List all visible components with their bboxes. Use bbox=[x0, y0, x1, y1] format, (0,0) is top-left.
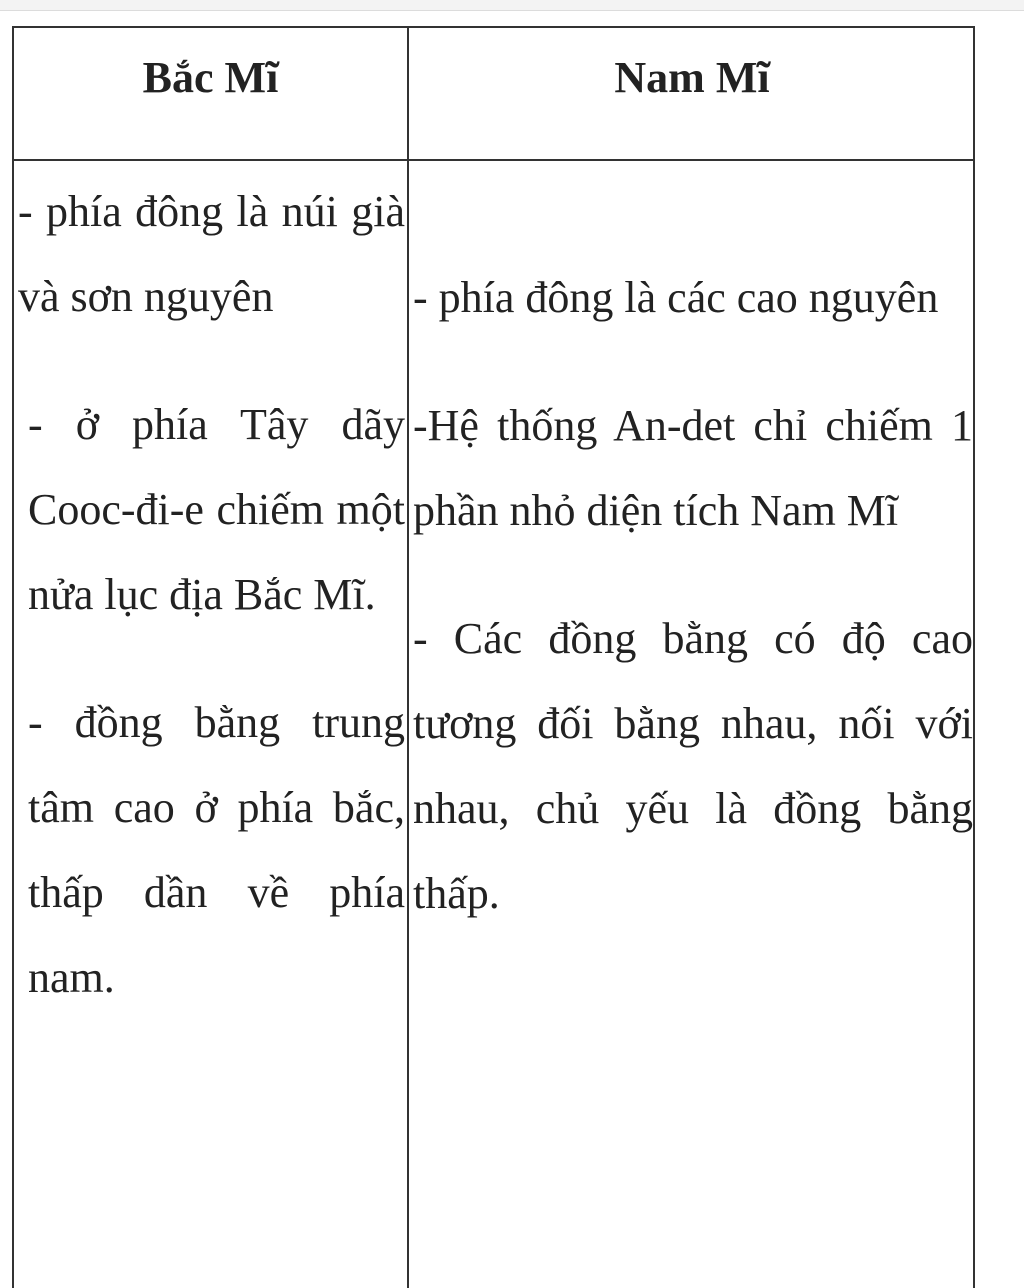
cell-south-america bbox=[409, 161, 975, 936]
header-north-america: Bắc Mĩ bbox=[142, 53, 279, 102]
north-america-paragraph: - ở phía Tây dãy Cooc-đi-e chiếm một nửa lục địa Bắc Mĩ. bbox=[28, 400, 405, 619]
south-america-paragraph: -Hệ thống An-det chỉ chiếm 1 phần nhỏ diện tích Nam Mĩ bbox=[413, 401, 973, 535]
cell-north-america bbox=[14, 161, 407, 1020]
south-america-paragraph: - Các đồng bằng có độ cao tương đối bằng nhau, nối với nhau, chủ yếu là đồng bằng thấp. bbox=[413, 614, 973, 918]
north-america-paragraph: - phía đông là núi già và sơn nguyên bbox=[18, 187, 405, 321]
top-border bbox=[0, 0, 1024, 11]
north-america-paragraph: - đồng bằng trung tâm cao ở phía bắc, thấp dần về phía nam. bbox=[28, 698, 405, 1002]
south-america-paragraph: - phía đông là các cao nguyên bbox=[413, 273, 939, 322]
comparison-table bbox=[12, 26, 975, 1288]
header-south-america: Nam Mĩ bbox=[614, 53, 770, 102]
